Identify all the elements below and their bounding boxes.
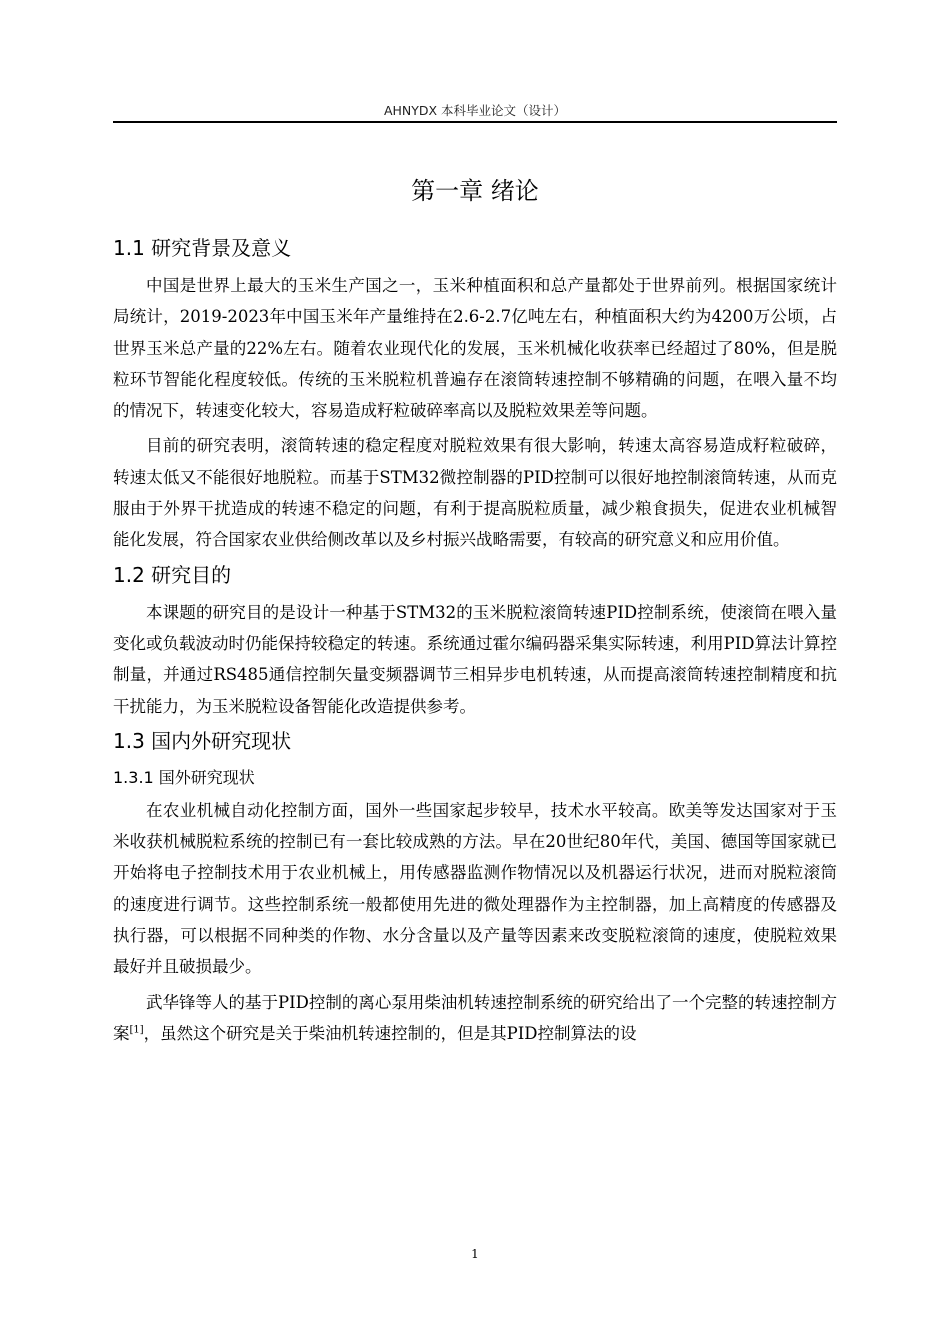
citation-ref[interactable]: [1] [129, 1024, 144, 1036]
paragraph-with-citation [113, 987, 837, 1050]
header-rule [113, 121, 837, 123]
paragraph: 本课题的研究目的是设计一种基于STM32的玉米脱粒滚筒转速PID控制系统，使滚筒在喂入量变化或负载波动时仍能保持较稳定的转速。系统通过霍尔编码器采集实际转速，利用PID算法计算控制量，并通过RS485通信控制矢量变频器调节三相异步电机转速，从而提高滚筒转速控制精度和抗干扰能力，为玉米脱粒设备智能化改造提供参考。 [113, 602, 837, 716]
paragraph-text: 武华锋等人的基于PID控制的离心泵用柴油机转速控制系统的研究给出了一个完整的转速控制方案 [113, 992, 837, 1043]
page-number: 1 [471, 1247, 479, 1261]
paragraph-text: ，虽然这个研究是关于柴油机转速控制的，但是其PID控制算法的设 [143, 1023, 637, 1043]
paragraph: 在农业机械自动化控制方面，国外一些国家起步较早，技术水平较高。欧美等发达国家对于玉米收获机械脱粒系统的控制已有一套比较成熟的方法。早在20世纪80年代，美国、德国等国家就已开始将电子控制技术用于农业机械上，用传感器监测作物情况以及机器运行状况，进而对脱粒滚筒的速度进行调节。这些控制系统一般都使用先进的微处理器作为主控制器，加上高精度的传感器及执行器，可以根据不同种类的作物、水分含量以及产量等因素来改变脱粒滚筒的速度，使脱粒效果最好并且破损最少。 [113, 800, 837, 977]
section-heading-1-3: 1.3 国内外研究现状 [113, 728, 292, 753]
section-heading-1-2: 1.2 研究目的 [113, 562, 232, 587]
section-heading-1-1: 1.1 研究背景及意义 [113, 236, 292, 260]
chapter-title: 第一章 绪论 [411, 177, 539, 205]
paragraph: 中国是世界上最大的玉米生产国之一，玉米种植面积和总产量都处于世界前列。根据国家统计局统计，2019-2023年中国玉米年产量维持在2.6-2.7亿吨左右，种植面积大约为4200万公顷，占世界玉米总产量的22%左右。随着农业现代化的发展，玉米机械化收获率已经超过了80%，但是脱粒环节智能化程度较低。传统的玉米脱粒机普遍存在滚筒转速控制不够精确的问题，在喂入量不均的情况下，转速变化较大，容易造成籽粒破碎率高以及脱粒效果差等问题。 [113, 276, 837, 421]
paragraph: 目前的研究表明，滚筒转速的稳定程度对脱粒效果有很大影响，转速太高容易造成籽粒破碎，转速太低又不能很好地脱粒。而基于STM32微控制器的PID控制可以很好地控制滚筒转速，从而克服由于外界干扰造成的转速不稳定的问题，有利于提高脱粒质量，减少粮食损失，促进农业机械智能化发展，符合国家农业供给侧改革以及乡村振兴战略需要，有较高的研究意义和应用价值。 [113, 436, 837, 550]
subsection-heading-1-3-1: 1.3.1 国外研究现状 [113, 767, 255, 787]
body-content [113, 233, 837, 1053]
running-header: AHNYDX 本科毕业论文（设计） [383, 103, 567, 118]
